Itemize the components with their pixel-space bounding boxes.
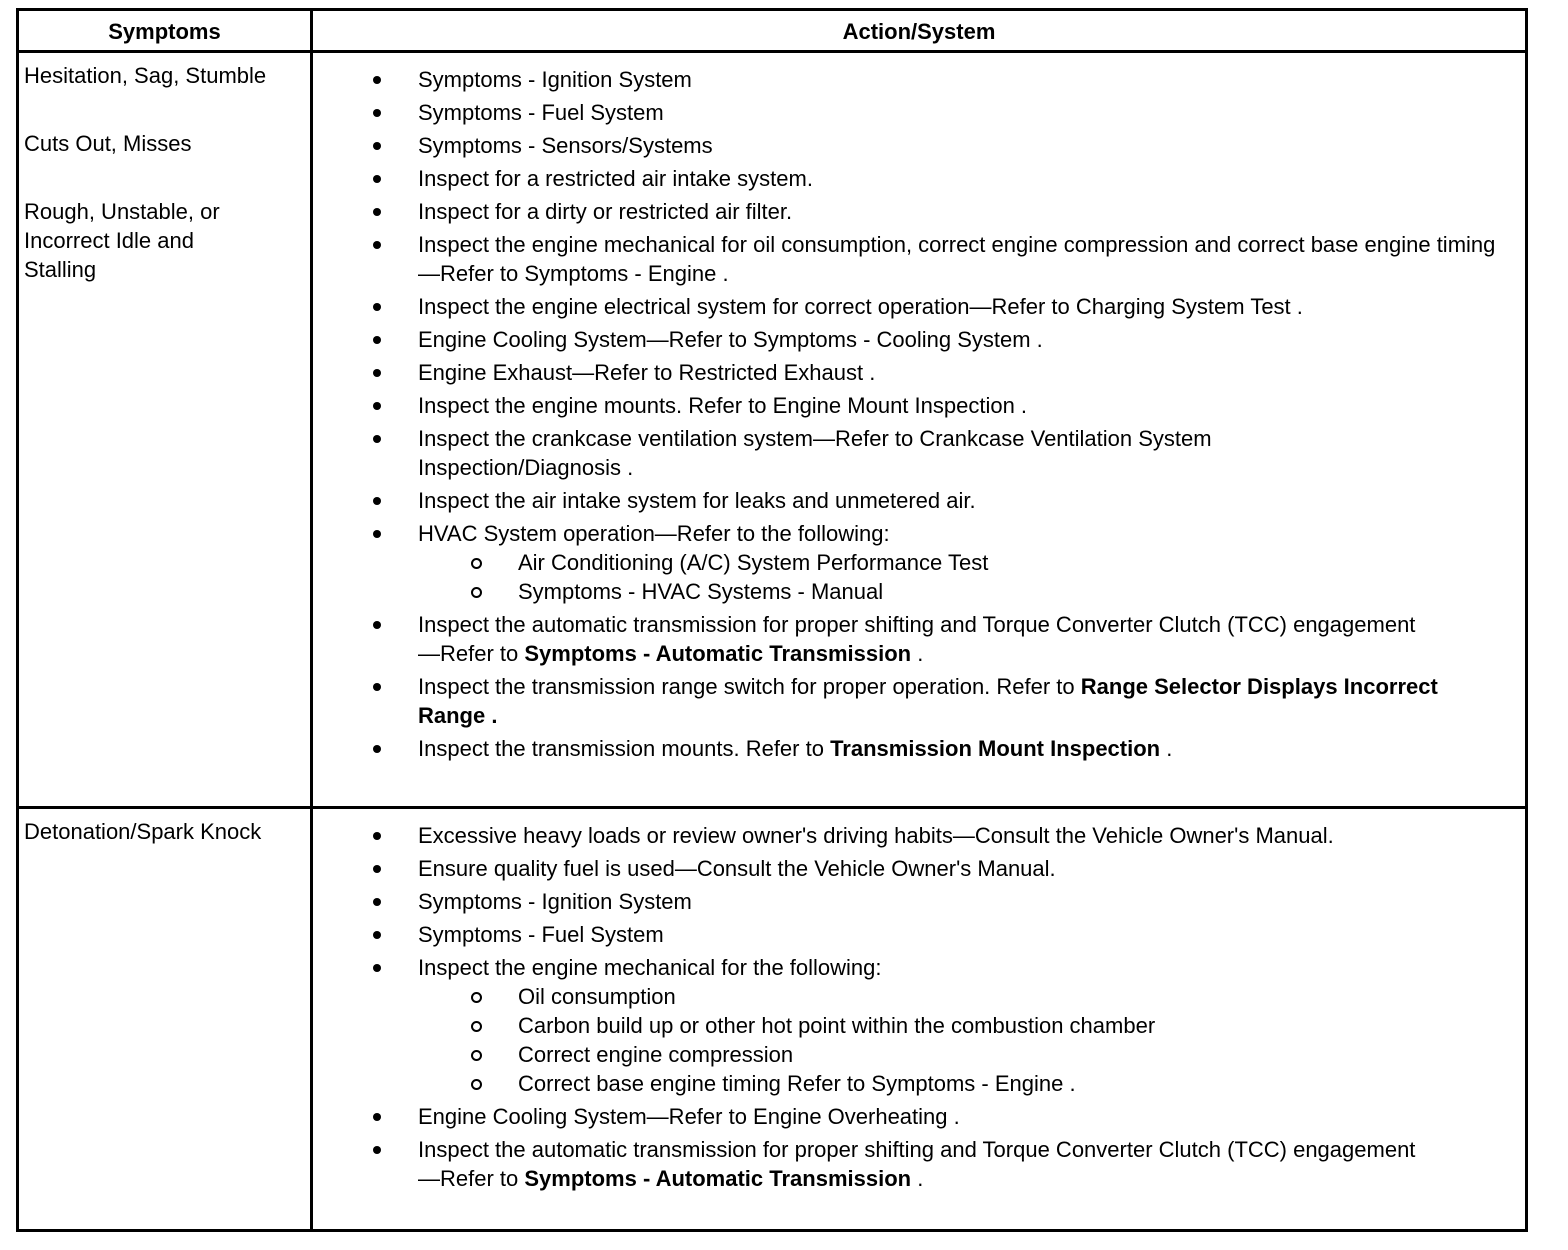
list-item xyxy=(313,292,1517,321)
item-text: Symptoms - Ignition System xyxy=(418,67,692,92)
bullet-icon xyxy=(373,303,381,311)
symptom-text: Cuts Out, Misses xyxy=(24,131,192,156)
row1-actions-cell xyxy=(313,65,1517,767)
bullet-icon xyxy=(373,621,381,629)
link-reference: Transmission Mount Inspection xyxy=(830,736,1161,761)
bullet-icon xyxy=(373,336,381,344)
sub-list-item xyxy=(418,548,1517,577)
circle-bullet-icon xyxy=(471,992,482,1003)
sub-list-item xyxy=(418,1069,1517,1098)
sub-list-item xyxy=(418,982,1517,1011)
list-item xyxy=(313,821,1517,850)
item-text: Inspect the air intake system for leaks and unmetered air. xyxy=(418,488,976,513)
item-text: Inspect the engine mechanical for oil consumption, correct engine compression and correct base engine timing—Refer to Symptoms - Engine . xyxy=(418,232,1496,286)
bullet-icon xyxy=(373,1146,381,1154)
item-text: Correct engine compression xyxy=(518,1042,794,1067)
symptom-table xyxy=(16,8,1528,1232)
header-action-system: Action/System xyxy=(842,19,996,44)
bullet-icon xyxy=(373,931,381,939)
item-text: HVAC System operation—Refer to the following: xyxy=(418,521,890,546)
bullet-icon xyxy=(373,1113,381,1121)
bullet-icon xyxy=(373,402,381,410)
item-text: Inspect for a restricted air intake system. xyxy=(418,166,813,191)
item-text: Inspect the engine mechanical for the following: xyxy=(418,955,882,980)
bullet-icon xyxy=(373,241,381,249)
circle-bullet-icon xyxy=(471,558,482,569)
item-text: Inspect the crankcase ventilation system—Refer to Crankcase Ventilation System Inspection/Diagnosis . xyxy=(418,426,1212,480)
item-text: Inspect the transmission range switch for proper operation. Refer to xyxy=(418,674,1081,699)
row-divider xyxy=(19,806,1525,809)
link-reference: Symptoms - Automatic Transmission xyxy=(524,1166,912,1191)
item-text: Air Conditioning (A/C) System Performance Test xyxy=(518,550,989,575)
list-item xyxy=(313,65,1517,94)
action-list xyxy=(313,821,1517,1193)
row1-symptoms-cell xyxy=(24,61,306,294)
list-item xyxy=(313,887,1517,916)
bullet-icon xyxy=(373,497,381,505)
list-item xyxy=(313,358,1517,387)
item-text: Oil consumption xyxy=(518,984,676,1009)
list-item xyxy=(313,230,1517,288)
item-text: Symptoms - Sensors/Systems xyxy=(418,133,713,158)
symptom-text: Rough, Unstable, or Incorrect Idle and Stalling xyxy=(24,199,220,282)
list-item xyxy=(313,734,1517,763)
row2-symptoms-cell xyxy=(24,817,306,856)
bullet-icon xyxy=(373,832,381,840)
item-text: . xyxy=(1160,736,1173,761)
action-list xyxy=(313,65,1517,763)
bullet-icon xyxy=(373,369,381,377)
circle-bullet-icon xyxy=(471,1050,482,1061)
item-text: Engine Exhaust—Refer to Restricted Exhaust . xyxy=(418,360,876,385)
bullet-icon xyxy=(373,865,381,873)
bullet-icon xyxy=(373,175,381,183)
bullet-icon xyxy=(373,898,381,906)
sub-list xyxy=(418,548,1517,606)
bullet-icon xyxy=(373,109,381,117)
item-text: Symptoms - Ignition System xyxy=(418,889,692,914)
item-text: Symptoms - HVAC Systems - Manual xyxy=(518,579,884,604)
list-item xyxy=(313,519,1517,606)
bullet-icon xyxy=(373,435,381,443)
circle-bullet-icon xyxy=(471,587,482,598)
item-text: Symptoms - Fuel System xyxy=(418,922,664,947)
link-reference: Range Selector Displays Incorrect Range . xyxy=(418,674,1438,728)
item-text: Inspect the automatic transmission for proper shifting and Torque Converter Clutch (TCC) engagement—Refer to xyxy=(418,1137,1416,1191)
item-text: Inspect for a dirty or restricted air filter. xyxy=(418,199,793,224)
bullet-icon xyxy=(373,530,381,538)
item-text: Engine Cooling System—Refer to Symptoms - Cooling System . xyxy=(418,327,1043,352)
list-item xyxy=(313,325,1517,354)
list-item xyxy=(313,98,1517,127)
row2-actions-cell xyxy=(313,821,1517,1197)
circle-bullet-icon xyxy=(471,1079,482,1090)
list-item xyxy=(313,672,1517,730)
item-text: Correct base engine timing Refer to Symptoms - Engine . xyxy=(518,1071,1076,1096)
header-symptoms: Symptoms xyxy=(108,19,221,44)
list-item xyxy=(313,610,1517,668)
list-item xyxy=(313,953,1517,1098)
sub-list xyxy=(418,982,1517,1098)
bullet-icon xyxy=(373,142,381,150)
sub-list-item xyxy=(418,577,1517,606)
list-item xyxy=(313,424,1517,482)
list-item xyxy=(313,920,1517,949)
list-item xyxy=(313,391,1517,420)
item-text: Inspect the engine electrical system for correct operation—Refer to Charging System Test . xyxy=(418,294,1303,319)
list-item xyxy=(313,1102,1517,1131)
sub-list-item xyxy=(418,1040,1517,1069)
item-text: Engine Cooling System—Refer to Engine Overheating . xyxy=(418,1104,960,1129)
bullet-icon xyxy=(373,208,381,216)
list-item xyxy=(313,164,1517,193)
list-item xyxy=(313,131,1517,160)
link-reference: Symptoms - Automatic Transmission xyxy=(524,641,912,666)
symptom-text: Detonation/Spark Knock xyxy=(24,819,262,844)
list-item xyxy=(313,1135,1517,1193)
item-text: . xyxy=(911,1166,924,1191)
item-text: . xyxy=(911,641,924,666)
sub-list-item xyxy=(418,1011,1517,1040)
bullet-icon xyxy=(373,76,381,84)
item-text: Inspect the automatic transmission for proper shifting and Torque Converter Clutch (TCC) engagement—Refer to xyxy=(418,612,1416,666)
item-text: Excessive heavy loads or review owner's driving habits—Consult the Vehicle Owner's Manual. xyxy=(418,823,1334,848)
item-text: Carbon build up or other hot point within the combustion chamber xyxy=(518,1013,1156,1038)
list-item xyxy=(313,854,1517,883)
item-text: Symptoms - Fuel System xyxy=(418,100,664,125)
item-text: Ensure quality fuel is used—Consult the Vehicle Owner's Manual. xyxy=(418,856,1056,881)
list-item xyxy=(313,197,1517,226)
list-item xyxy=(313,486,1517,515)
table-header-row xyxy=(19,11,1525,53)
bullet-icon xyxy=(373,745,381,753)
symptom-text: Hesitation, Sag, Stumble xyxy=(24,63,267,88)
item-text: Inspect the transmission mounts. Refer to xyxy=(418,736,831,761)
circle-bullet-icon xyxy=(471,1021,482,1032)
bullet-icon xyxy=(373,964,381,972)
bullet-icon xyxy=(373,683,381,691)
item-text: Inspect the engine mounts. Refer to Engine Mount Inspection . xyxy=(418,393,1028,418)
